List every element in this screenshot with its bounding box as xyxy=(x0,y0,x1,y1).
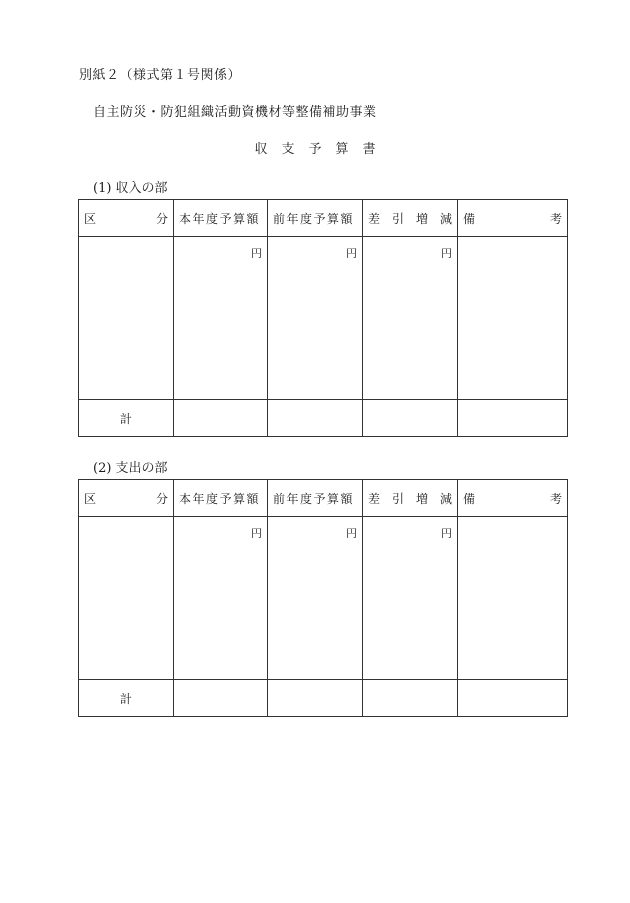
remarks-cell[interactable] xyxy=(458,517,568,680)
table-total-row xyxy=(79,400,568,437)
total-previous-budget-cell[interactable] xyxy=(268,400,363,437)
title-char: 予 xyxy=(308,142,322,157)
header-previous-budget: 前年度予算額 xyxy=(268,480,363,517)
title-char: 収 xyxy=(254,142,268,157)
total-current-budget-cell[interactable] xyxy=(174,680,268,717)
project-name: 自主防災・防犯組織活動資機材等整備補助事業 xyxy=(93,105,377,120)
previous-budget-cell[interactable] xyxy=(268,517,363,680)
expenditure-section-title: (2) 支出の部 xyxy=(93,461,168,476)
remarks-cell[interactable] xyxy=(458,237,568,400)
header-difference: 差 引 増 減 xyxy=(363,200,458,237)
total-remarks-cell[interactable] xyxy=(458,680,568,717)
income-section-title: (1) 収入の部 xyxy=(93,181,168,196)
header-remarks: 備 考 xyxy=(458,480,568,517)
unit-label: 円 xyxy=(441,527,452,540)
previous-budget-cell[interactable] xyxy=(268,237,363,400)
difference-cell[interactable] xyxy=(363,517,458,680)
header-previous-budget: 前年度予算額 xyxy=(268,200,363,237)
category-cell[interactable] xyxy=(79,237,174,400)
header-remarks: 備 考 xyxy=(458,200,568,237)
header-current-budget: 本年度予算額 xyxy=(174,480,268,517)
title-char: 算 xyxy=(335,142,349,157)
unit-label: 円 xyxy=(251,527,262,540)
header-difference: 差 引 増 減 xyxy=(363,480,458,517)
total-difference-cell[interactable] xyxy=(363,680,458,717)
total-label-cell: 計 xyxy=(79,400,174,437)
total-difference-cell[interactable] xyxy=(363,400,458,437)
document-reference: 別紙２（様式第１号関係） xyxy=(79,68,242,83)
table-total-row xyxy=(79,680,568,717)
total-current-budget-cell[interactable] xyxy=(174,400,268,437)
unit-label: 円 xyxy=(251,247,262,260)
income-table xyxy=(78,199,568,437)
unit-label: 円 xyxy=(441,247,452,260)
expenditure-table xyxy=(78,479,568,717)
total-label-cell: 計 xyxy=(79,680,174,717)
current-budget-cell[interactable] xyxy=(174,517,268,680)
total-remarks-cell[interactable] xyxy=(458,400,568,437)
difference-cell[interactable] xyxy=(363,237,458,400)
header-category: 区 分 xyxy=(79,480,174,517)
table-body-row xyxy=(79,237,568,400)
header-category: 区 分 xyxy=(79,200,174,237)
current-budget-cell[interactable] xyxy=(174,237,268,400)
total-previous-budget-cell[interactable] xyxy=(268,680,363,717)
table-header-row xyxy=(79,480,568,517)
unit-label: 円 xyxy=(346,247,357,260)
title-char: 支 xyxy=(281,142,295,157)
category-cell[interactable] xyxy=(79,517,174,680)
document-title xyxy=(0,138,630,157)
header-current-budget: 本年度予算額 xyxy=(174,200,268,237)
unit-label: 円 xyxy=(346,527,357,540)
table-header-row xyxy=(79,200,568,237)
table-body-row xyxy=(79,517,568,680)
title-char: 書 xyxy=(362,142,376,157)
